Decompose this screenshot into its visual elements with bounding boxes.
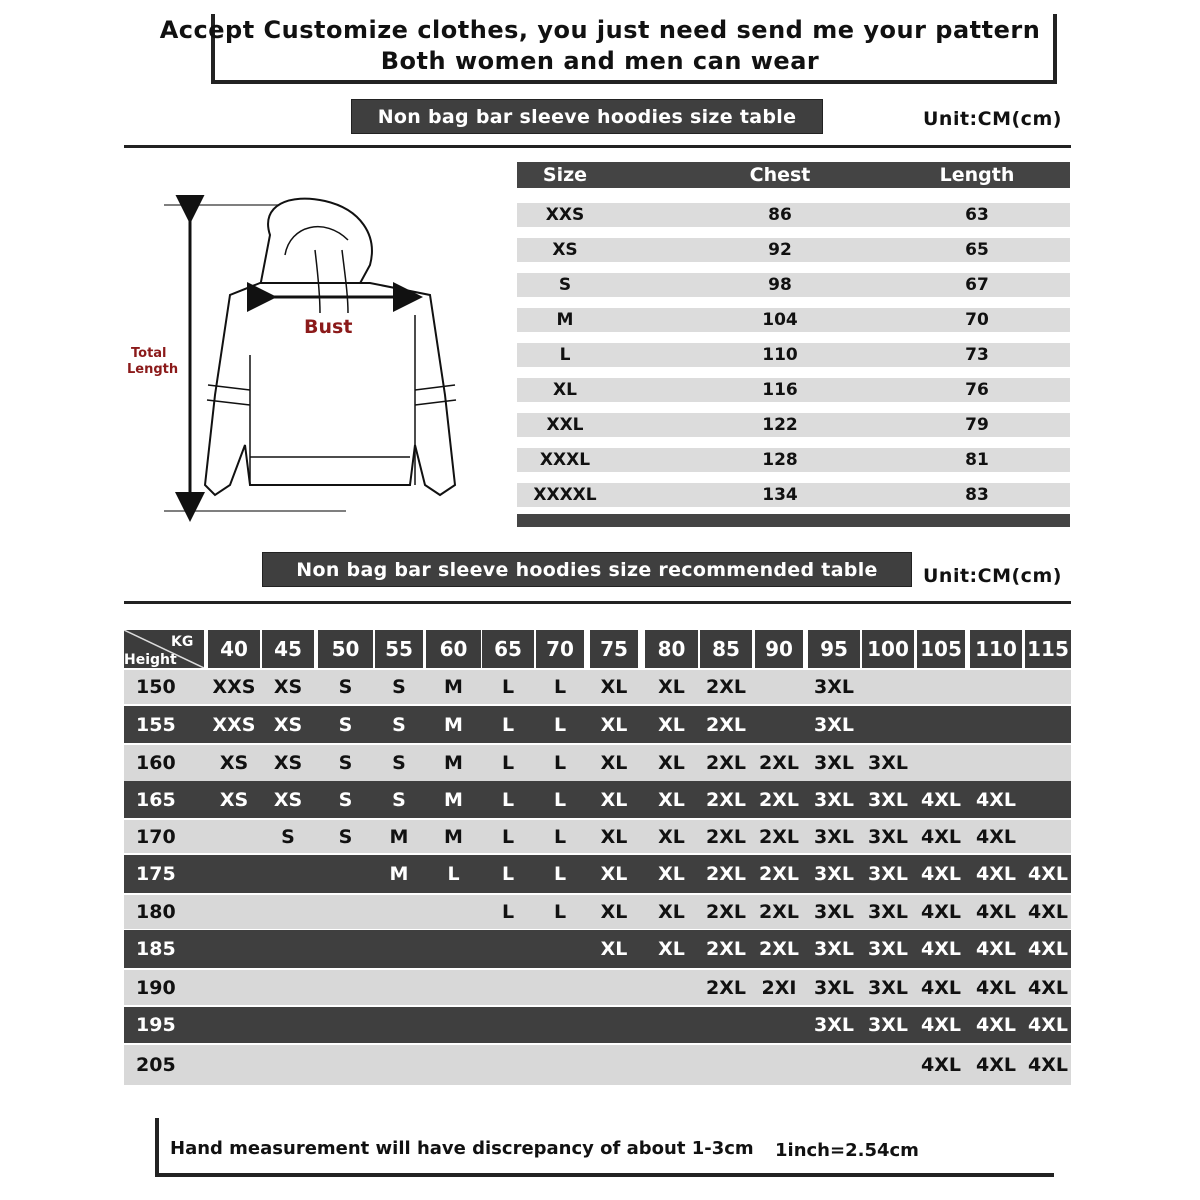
size-cell: L bbox=[553, 863, 567, 885]
size-table-cell: 73 bbox=[965, 345, 989, 365]
size-cell: L bbox=[501, 713, 515, 736]
kg-header-cell: 75 bbox=[590, 630, 638, 668]
size-cell: 4XL bbox=[976, 901, 1016, 923]
size-cell: XL bbox=[658, 938, 685, 960]
corner-height-label: Height bbox=[124, 652, 177, 668]
size-table-col-header: Chest bbox=[749, 164, 811, 186]
size-cell: 3XL bbox=[868, 825, 908, 848]
kg-header-cell: 110 bbox=[970, 630, 1022, 668]
size-cell: XL bbox=[600, 901, 628, 923]
size-table-cell: M bbox=[556, 310, 574, 330]
size-cell: 4XL bbox=[1028, 901, 1068, 923]
size-cell: 4XL bbox=[1028, 1054, 1068, 1076]
size-cell: 3XL bbox=[868, 938, 908, 960]
size-cell: L bbox=[501, 863, 515, 885]
size-cell: 4XL bbox=[921, 825, 961, 848]
kg-header-cell: 50 bbox=[318, 630, 373, 668]
size-cell: 2XL bbox=[759, 901, 799, 923]
height-value: 205 bbox=[136, 1054, 176, 1076]
kg-header-cell: 80 bbox=[645, 630, 698, 668]
length-label-2: Length bbox=[127, 362, 179, 377]
size-cell: XL bbox=[600, 752, 628, 774]
size-cell: XL bbox=[658, 752, 685, 774]
size-cell: L bbox=[553, 825, 567, 848]
rec-table-row bbox=[124, 706, 1071, 743]
size-cell: M bbox=[444, 788, 463, 811]
size-cell: 3XL bbox=[814, 863, 854, 885]
kg-header-cell: 60 bbox=[426, 630, 481, 668]
rec-table-row bbox=[124, 970, 1071, 1005]
size-table-cell: 76 bbox=[965, 380, 989, 400]
height-value: 150 bbox=[136, 676, 176, 698]
size-table-cell: 92 bbox=[768, 240, 792, 260]
footer-note: Hand measurement will have discrepancy of about 1-3cm bbox=[170, 1138, 754, 1159]
size-cell: L bbox=[553, 713, 567, 736]
size-table-cell: XS bbox=[552, 240, 578, 260]
length-label-1: Total bbox=[131, 346, 167, 361]
size-table-banner: Non bag bar sleeve hoodies size table bbox=[351, 99, 823, 134]
size-cell: S bbox=[392, 788, 406, 811]
kg-header-cell: 40 bbox=[208, 630, 260, 668]
kg-header-cell: 90 bbox=[755, 630, 803, 668]
size-cell: S bbox=[392, 713, 406, 736]
size-cell: 3XL bbox=[868, 788, 908, 811]
rec-table-row bbox=[124, 1045, 1071, 1085]
size-cell: 4XL bbox=[976, 1014, 1016, 1036]
bust-label: Bust bbox=[304, 316, 353, 338]
size-cell: L bbox=[501, 825, 515, 848]
height-value: 180 bbox=[136, 901, 176, 923]
size-cell: XL bbox=[658, 863, 685, 885]
size-cell: 4XL bbox=[921, 938, 961, 960]
size-cell: 3XL bbox=[814, 901, 854, 923]
size-cell: XL bbox=[600, 713, 628, 736]
size-table-cell: 86 bbox=[768, 205, 792, 225]
size-cell: 4XL bbox=[976, 938, 1016, 960]
size-table-footer-bar bbox=[517, 514, 1070, 527]
rec-table-row bbox=[124, 895, 1071, 929]
size-cell: 2XL bbox=[706, 713, 746, 736]
size-cell: XL bbox=[600, 788, 628, 811]
kg-header-cell: 55 bbox=[375, 630, 423, 668]
size-cell: S bbox=[392, 676, 406, 698]
size-cell: XL bbox=[600, 825, 628, 848]
size-cell: 3XL bbox=[814, 788, 854, 811]
size-cell: L bbox=[447, 863, 460, 885]
size-table-col-header: Length bbox=[939, 164, 1015, 186]
size-cell: 2XL bbox=[706, 825, 746, 848]
size-table-cell: 81 bbox=[965, 450, 989, 470]
size-table-cell: 67 bbox=[965, 275, 989, 295]
rec-table-banner: Non bag bar sleeve hoodies size recommended table bbox=[262, 552, 912, 587]
size-cell: 3XL bbox=[868, 863, 908, 885]
size-cell: 2XI bbox=[761, 976, 797, 999]
size-cell: 4XL bbox=[976, 1054, 1016, 1076]
size-cell: 2XL bbox=[706, 976, 746, 999]
size-cell: 4XL bbox=[921, 976, 961, 999]
size-cell: S bbox=[338, 676, 353, 698]
size-table-cell: XXXL bbox=[539, 450, 591, 470]
size-table-cell: XL bbox=[553, 380, 577, 400]
hoodie-diagram bbox=[120, 195, 500, 525]
kg-header-cell: 100 bbox=[862, 630, 914, 668]
size-cell: XS bbox=[273, 713, 303, 736]
rec-table-row bbox=[124, 855, 1071, 893]
rec-table-row bbox=[124, 745, 1071, 781]
height-value: 190 bbox=[136, 976, 176, 999]
size-cell: L bbox=[553, 676, 567, 698]
size-cell: S bbox=[338, 788, 353, 811]
size-table-cell: L bbox=[559, 345, 571, 365]
size-cell: 4XL bbox=[1028, 976, 1068, 999]
size-table-cell: 128 bbox=[762, 450, 798, 470]
size-cell: 3XL bbox=[868, 976, 908, 999]
size-cell: L bbox=[501, 788, 515, 811]
kg-header-cell: 65 bbox=[482, 630, 534, 668]
header-line-2: Both women and men can wear bbox=[380, 47, 820, 75]
size-cell: S bbox=[392, 752, 406, 774]
size-cell: XS bbox=[273, 752, 303, 774]
size-cell: M bbox=[444, 752, 463, 774]
size-cell: 2XL bbox=[759, 788, 799, 811]
size-table-cell: XXL bbox=[546, 415, 584, 435]
size-cell: XL bbox=[658, 825, 685, 848]
size-cell: 2XL bbox=[706, 752, 746, 774]
height-value: 155 bbox=[136, 713, 176, 736]
size-cell: XXS bbox=[212, 713, 256, 736]
size-cell: S bbox=[338, 713, 353, 736]
divider-middle bbox=[124, 601, 1071, 604]
size-cell: 4XL bbox=[1028, 938, 1068, 960]
size-cell: XS bbox=[219, 752, 249, 774]
size-cell: M bbox=[389, 863, 409, 885]
size-cell: 3XL bbox=[868, 752, 908, 774]
size-cell: XL bbox=[600, 676, 628, 698]
size-cell: L bbox=[553, 901, 567, 923]
size-cell: 3XL bbox=[814, 938, 854, 960]
divider-top bbox=[124, 145, 1071, 148]
size-cell: 4XL bbox=[921, 1014, 961, 1036]
size-cell: 3XL bbox=[868, 1014, 908, 1036]
size-cell: M bbox=[444, 825, 463, 848]
size-cell: 2XL bbox=[706, 901, 746, 923]
size-cell: XL bbox=[658, 901, 685, 923]
size-table-cell: 63 bbox=[965, 205, 989, 225]
size-table-cell: 83 bbox=[965, 485, 989, 505]
size-cell: 4XL bbox=[976, 976, 1016, 999]
height-value: 175 bbox=[136, 863, 176, 885]
size-cell: M bbox=[444, 713, 463, 736]
height-value: 165 bbox=[136, 788, 176, 811]
size-cell: 2XL bbox=[706, 938, 746, 960]
height-value: 195 bbox=[136, 1014, 176, 1036]
size-table-cell: 122 bbox=[762, 415, 798, 435]
size-table-cell: 98 bbox=[768, 275, 792, 295]
size-cell: L bbox=[553, 752, 567, 774]
footer-conversion: 1inch=2.54cm bbox=[775, 1140, 919, 1161]
size-table-cell: 79 bbox=[965, 415, 989, 435]
rec-table-row bbox=[124, 781, 1071, 818]
rec-table-row bbox=[124, 820, 1071, 853]
rec-table-row bbox=[124, 930, 1071, 968]
size-cell: 2XL bbox=[706, 863, 746, 885]
kg-header-cell: 70 bbox=[536, 630, 584, 668]
size-cell: S bbox=[338, 825, 353, 848]
size-cell: 2XL bbox=[759, 825, 799, 848]
size-cell: 3XL bbox=[814, 752, 854, 774]
rec-table-unit: Unit:CM(cm) bbox=[923, 565, 1062, 587]
kg-header-cell: 105 bbox=[917, 630, 965, 668]
size-cell: 3XL bbox=[814, 825, 854, 848]
kg-header-cell: 115 bbox=[1025, 630, 1071, 668]
size-cell: XXS bbox=[212, 676, 256, 698]
size-cell: XL bbox=[658, 713, 685, 736]
corner-kg-label: KG bbox=[171, 634, 194, 650]
size-table-unit: Unit:CM(cm) bbox=[923, 108, 1062, 130]
rec-table-row bbox=[124, 670, 1071, 704]
height-value: 160 bbox=[136, 752, 176, 774]
kg-header-cell: 95 bbox=[808, 630, 860, 668]
size-table-cell: 110 bbox=[762, 345, 798, 365]
size-cell: 4XL bbox=[1028, 1014, 1068, 1036]
size-cell: XS bbox=[273, 676, 303, 698]
size-table-col-header: Size bbox=[542, 164, 588, 186]
size-cell: XL bbox=[600, 938, 628, 960]
size-cell: XL bbox=[658, 788, 685, 811]
size-cell: 2XL bbox=[759, 938, 799, 960]
kg-header-cell: 45 bbox=[262, 630, 314, 668]
size-cell: 2XL bbox=[706, 788, 746, 811]
size-cell: 4XL bbox=[921, 1054, 961, 1076]
size-cell: XL bbox=[658, 676, 685, 698]
size-cell: L bbox=[501, 752, 515, 774]
rec-table-row bbox=[124, 1007, 1071, 1043]
size-cell: S bbox=[338, 752, 353, 774]
size-cell: XS bbox=[219, 788, 249, 811]
size-cell: S bbox=[281, 825, 295, 848]
size-cell: M bbox=[444, 676, 463, 698]
size-table-cell: 104 bbox=[762, 310, 798, 330]
size-cell: 4XL bbox=[921, 788, 961, 811]
size-cell: 4XL bbox=[976, 788, 1016, 811]
size-cell: 3XL bbox=[868, 901, 908, 923]
size-cell: 4XL bbox=[976, 863, 1016, 885]
size-cell: 4XL bbox=[1028, 863, 1068, 885]
size-cell: 2XL bbox=[706, 676, 746, 698]
size-cell: 3XL bbox=[814, 1014, 854, 1036]
size-table-cell: XXXXL bbox=[533, 485, 597, 505]
size-cell: 3XL bbox=[814, 713, 854, 736]
size-cell: XS bbox=[273, 788, 303, 811]
size-cell: 2XL bbox=[759, 752, 799, 774]
size-table-cell: XXS bbox=[545, 205, 585, 225]
size-table-cell: S bbox=[558, 275, 572, 295]
size-cell: M bbox=[389, 825, 409, 848]
header-line-1: Accept Customize clothes, you just need send me your pattern bbox=[159, 16, 1041, 44]
height-value: 170 bbox=[136, 825, 176, 848]
size-cell: 4XL bbox=[921, 863, 961, 885]
size-cell: 3XL bbox=[814, 976, 854, 999]
size-cell: XL bbox=[600, 863, 628, 885]
size-table-cell: 134 bbox=[762, 485, 798, 505]
size-cell: L bbox=[553, 788, 567, 811]
kg-header-cell: 85 bbox=[700, 630, 752, 668]
size-cell: 2XL bbox=[759, 863, 799, 885]
size-table-cell: 70 bbox=[965, 310, 989, 330]
size-cell: 4XL bbox=[921, 901, 961, 923]
size-cell: 3XL bbox=[814, 676, 854, 698]
size-cell: L bbox=[501, 676, 515, 698]
size-cell: 4XL bbox=[976, 825, 1016, 848]
size-table-cell: 116 bbox=[762, 380, 798, 400]
size-table-cell: 65 bbox=[965, 240, 989, 260]
height-value: 185 bbox=[136, 938, 176, 960]
size-cell: L bbox=[501, 901, 515, 923]
